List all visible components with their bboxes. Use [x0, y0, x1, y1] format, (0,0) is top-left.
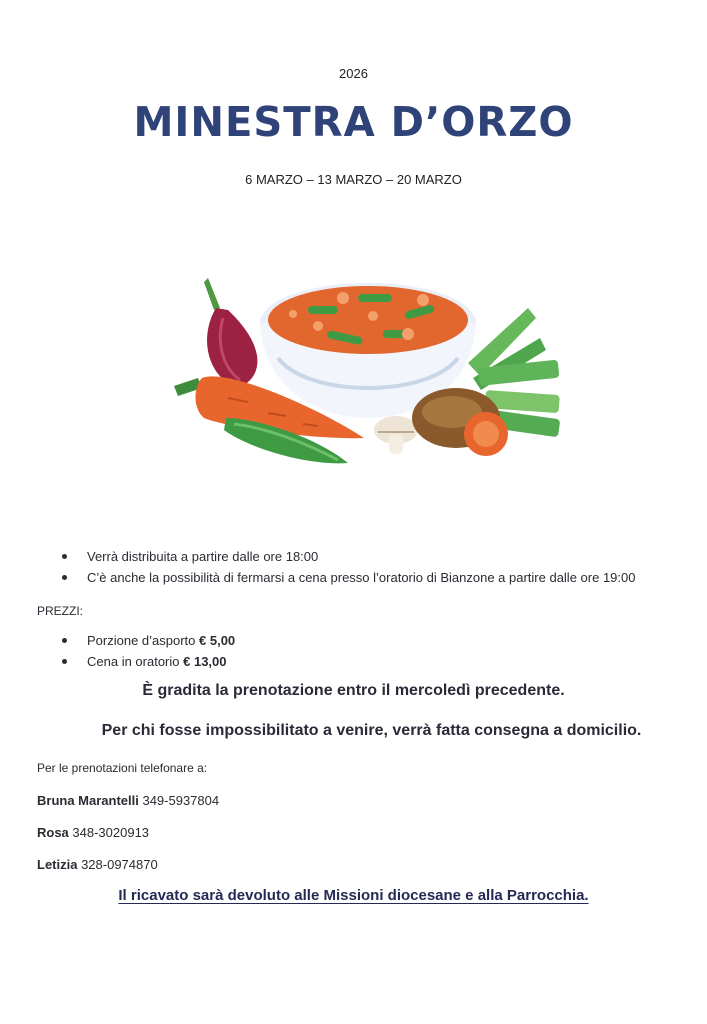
price-label: Porzione d’asporto — [87, 633, 200, 648]
contact-phone: 328-0974870 — [77, 857, 158, 872]
contact-entry — [37, 825, 149, 840]
year-label: 2026 — [339, 66, 368, 81]
price-value: € 5,00 — [199, 633, 236, 648]
contact-name: Rosa — [37, 825, 69, 840]
price-label: Cena in oratorio — [87, 654, 184, 669]
contact-name: Letizia — [37, 857, 78, 872]
proceeds-footer: Il ricavato sarà devoluto alle Missioni diocesane e alla Parrocchia. — [118, 887, 589, 904]
list-item — [62, 630, 235, 651]
prices-list — [62, 630, 235, 672]
contact-entry — [37, 857, 158, 872]
page-title: MINESTRA D’ORZO — [133, 98, 574, 146]
list-item: Verrà distribuita a partire dalle ore 18:00 — [62, 546, 635, 567]
contact-phone: 348-3020913 — [68, 825, 150, 840]
soup-vegetables-illustration — [168, 268, 568, 473]
contact-entry — [37, 793, 219, 808]
price-value: € 13,00 — [183, 654, 227, 669]
contacts-intro: Per le prenotazioni telefonare a: — [37, 761, 208, 775]
contact-name: Bruna Marantelli — [37, 793, 139, 808]
contact-phone: 349-5937804 — [138, 793, 220, 808]
list-item: C’è anche la possibilità di fermarsi a cena presso l’oratorio di Bianzone a partire dalle ore 19:00 — [62, 567, 635, 588]
info-list — [62, 546, 635, 588]
list-item — [62, 651, 235, 672]
booking-note: È gradita la prenotazione entro il mercoledì precedente. — [142, 682, 565, 699]
event-dates: 6 MARZO – 13 MARZO – 20 MARZO — [245, 172, 462, 187]
delivery-note: Per chi fosse impossibilitato a venire, verrà fatta consegna a domicilio. — [101, 722, 642, 739]
red-onion-icon — [204, 278, 257, 388]
mushroom-icon — [374, 416, 418, 454]
carrot-slice-icon — [464, 412, 508, 456]
prices-heading: PREZZI: — [37, 604, 84, 618]
